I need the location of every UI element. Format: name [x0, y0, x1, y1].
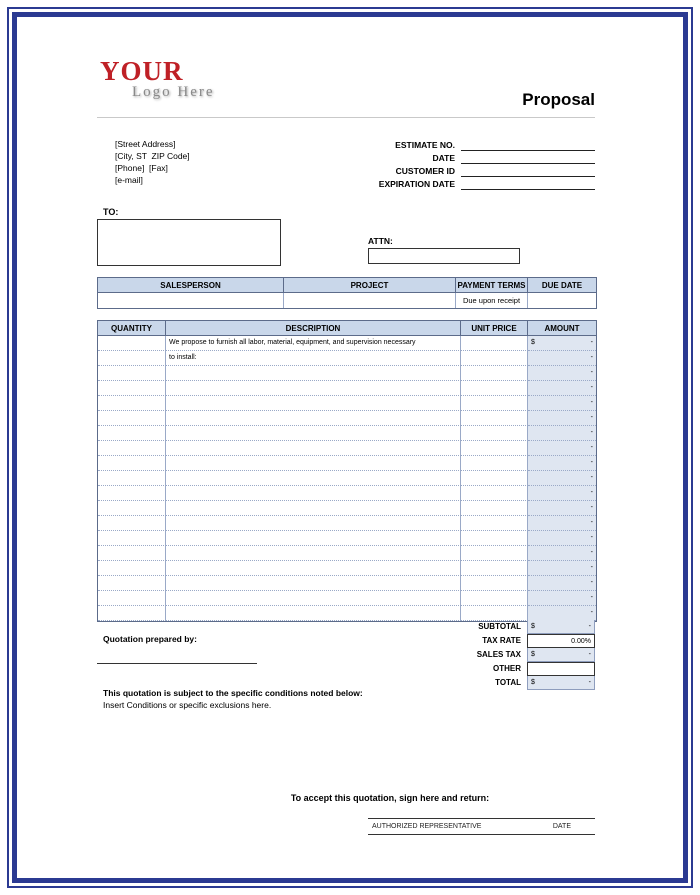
total-row	[350, 620, 595, 634]
item-row	[98, 411, 596, 426]
item-unit-price-cell[interactable]	[461, 411, 528, 426]
item-amount-cell	[528, 561, 596, 576]
item-row	[98, 396, 596, 411]
total-row	[350, 662, 595, 676]
item-quantity-cell[interactable]	[98, 546, 166, 561]
prepared-by-label: Quotation prepared by:	[103, 634, 197, 644]
item-amount-cell	[528, 411, 596, 426]
estimate-meta-value-line[interactable]	[461, 153, 595, 164]
sales-info-header-row	[98, 278, 596, 293]
item-description-cell[interactable]: We propose to furnish all labor, material, equipment, and supervision necessary	[166, 336, 461, 351]
item-amount-cell	[528, 396, 596, 411]
sales-info-body-row	[98, 293, 596, 308]
item-description-cell[interactable]	[166, 606, 461, 621]
item-amount-cell	[528, 516, 596, 531]
total-value-cell[interactable]	[527, 676, 595, 690]
to-label: TO:	[103, 207, 119, 217]
total-value: 0.00%	[571, 638, 591, 645]
item-row	[98, 336, 596, 351]
estimate-meta-block	[300, 138, 595, 190]
amount-value: -	[590, 414, 593, 421]
item-quantity-cell[interactable]	[98, 516, 166, 531]
item-unit-price-cell[interactable]	[461, 486, 528, 501]
item-quantity-cell[interactable]	[98, 411, 166, 426]
total-label: OTHER	[493, 664, 521, 673]
item-quantity-cell[interactable]	[98, 501, 166, 516]
item-amount-cell	[528, 606, 596, 621]
total-value-cell[interactable]	[527, 662, 595, 676]
amount-value: -	[590, 444, 593, 451]
item-unit-price-cell[interactable]	[461, 351, 528, 366]
logo-text-primary: YOUR	[100, 56, 184, 86]
amount-value: -	[590, 354, 593, 361]
total-label: TOTAL	[495, 678, 521, 687]
item-unit-price-cell[interactable]	[461, 606, 528, 621]
totals-block	[350, 620, 595, 690]
header-project: PROJECT	[284, 278, 456, 293]
item-description-cell[interactable]	[166, 441, 461, 456]
item-amount-cell	[528, 441, 596, 456]
item-unit-price-cell[interactable]	[461, 366, 528, 381]
amount-value: -	[590, 429, 593, 436]
item-amount-cell	[528, 591, 596, 606]
estimate-meta-row	[300, 151, 595, 164]
item-unit-price-cell[interactable]	[461, 471, 528, 486]
header-description: DESCRIPTION	[166, 321, 461, 336]
item-description-cell[interactable]	[166, 381, 461, 396]
estimate-meta-row	[300, 164, 595, 177]
item-quantity-cell[interactable]	[98, 561, 166, 576]
amount-value: -	[590, 399, 593, 406]
estimate-meta-value-line[interactable]	[461, 166, 595, 177]
item-amount-cell	[528, 351, 596, 366]
item-amount-cell	[528, 336, 596, 351]
item-row	[98, 366, 596, 381]
item-row	[98, 426, 596, 441]
item-description-cell[interactable]	[166, 471, 461, 486]
item-amount-cell	[528, 546, 596, 561]
item-unit-price-cell[interactable]	[461, 426, 528, 441]
item-quantity-cell[interactable]	[98, 441, 166, 456]
item-amount-cell	[528, 501, 596, 516]
header-payment-terms: PAYMENT TERMS	[456, 278, 528, 293]
estimate-meta-label: CUSTOMER ID	[395, 166, 455, 176]
line-items-table	[97, 320, 597, 622]
item-description-cell[interactable]	[166, 516, 461, 531]
logo-text-secondary: Logo Here	[132, 84, 215, 100]
item-description-cell[interactable]	[166, 426, 461, 441]
item-description-cell[interactable]	[166, 531, 461, 546]
item-row	[98, 351, 596, 366]
item-row	[98, 561, 596, 576]
item-unit-price-cell[interactable]	[461, 516, 528, 531]
item-quantity-cell[interactable]	[98, 576, 166, 591]
item-quantity-cell[interactable]	[98, 456, 166, 471]
header-unit-price: UNIT PRICE	[461, 321, 528, 336]
items-body	[98, 336, 596, 621]
amount-value: -	[590, 459, 593, 466]
item-amount-cell	[528, 576, 596, 591]
acceptance-instruction: To accept this quotation, sign here and return:	[290, 793, 490, 803]
item-amount-cell	[528, 426, 596, 441]
item-row	[98, 441, 596, 456]
signature-block[interactable]	[368, 818, 595, 835]
item-unit-price-cell[interactable]	[461, 336, 528, 351]
item-quantity-cell[interactable]	[98, 486, 166, 501]
company-logo	[100, 56, 215, 101]
to-address-box[interactable]	[97, 219, 281, 266]
item-amount-cell	[528, 456, 596, 471]
item-row	[98, 606, 596, 621]
item-description-cell[interactable]	[166, 411, 461, 426]
amount-value: -	[590, 564, 593, 571]
estimate-meta-row	[300, 138, 595, 151]
item-description-cell[interactable]	[166, 486, 461, 501]
estimate-meta-row	[300, 177, 595, 190]
item-unit-price-cell[interactable]	[461, 396, 528, 411]
item-row	[98, 576, 596, 591]
amount-value: -	[590, 474, 593, 481]
salesperson-cell[interactable]	[98, 293, 284, 308]
item-row	[98, 591, 596, 606]
amount-value: -	[590, 504, 593, 511]
item-description-cell[interactable]	[166, 501, 461, 516]
attn-input-box[interactable]	[368, 248, 520, 264]
item-unit-price-cell[interactable]	[461, 501, 528, 516]
item-row	[98, 471, 596, 486]
estimate-meta-label: EXPIRATION DATE	[378, 179, 455, 189]
item-description-cell[interactable]	[166, 396, 461, 411]
item-unit-price-cell[interactable]	[461, 531, 528, 546]
total-label: SALES TAX	[476, 650, 521, 659]
item-quantity-cell[interactable]	[98, 471, 166, 486]
item-row	[98, 531, 596, 546]
item-amount-cell	[528, 366, 596, 381]
item-quantity-cell[interactable]	[98, 426, 166, 441]
item-description-cell[interactable]	[166, 561, 461, 576]
project-cell[interactable]	[284, 293, 456, 308]
item-row	[98, 501, 596, 516]
item-description-cell[interactable]	[166, 546, 461, 561]
item-unit-price-cell[interactable]	[461, 456, 528, 471]
company-address-line: [e-mail]	[115, 175, 143, 185]
item-quantity-cell[interactable]	[98, 351, 166, 366]
currency-symbol: $	[531, 651, 535, 658]
amount-value: -	[590, 489, 593, 496]
conditions-placeholder[interactable]: Insert Conditions or specific exclusions here.	[103, 700, 272, 710]
estimate-meta-label: ESTIMATE NO.	[395, 140, 455, 150]
amount-value: -	[590, 579, 593, 586]
header-amount: AMOUNT	[528, 321, 596, 336]
item-unit-price-cell[interactable]	[461, 576, 528, 591]
total-value: -	[588, 623, 591, 630]
due-date-cell[interactable]	[528, 293, 596, 308]
amount-value: -	[590, 609, 593, 616]
total-label: TAX RATE	[482, 636, 521, 645]
authorized-representative-label: AUTHORIZED REPRESENTATIVE	[372, 823, 482, 830]
attn-label: ATTN:	[368, 236, 393, 246]
total-value-cell[interactable]	[527, 620, 595, 634]
total-value-cell[interactable]	[527, 648, 595, 662]
header-salesperson: SALESPERSON	[98, 278, 284, 293]
amount-value: -	[590, 594, 593, 601]
sales-info-table	[97, 277, 597, 309]
item-description-cell[interactable]	[166, 576, 461, 591]
total-value-cell[interactable]	[527, 634, 595, 648]
amount-value: -	[590, 339, 593, 346]
company-address-line: [Phone] [Fax]	[115, 163, 168, 173]
item-quantity-cell[interactable]	[98, 336, 166, 351]
currency-symbol: $	[531, 623, 535, 630]
prepared-by-signature-line[interactable]	[97, 648, 257, 664]
item-unit-price-cell[interactable]	[461, 546, 528, 561]
amount-value: -	[590, 519, 593, 526]
item-quantity-cell[interactable]	[98, 396, 166, 411]
conditions-heading: This quotation is subject to the specific conditions noted below:	[103, 688, 363, 698]
item-description-cell[interactable]	[166, 456, 461, 471]
total-value: -	[588, 679, 591, 686]
total-row	[350, 648, 595, 662]
estimate-meta-value-line[interactable]	[461, 140, 595, 151]
item-quantity-cell[interactable]	[98, 606, 166, 621]
item-row	[98, 546, 596, 561]
company-address-block	[115, 138, 190, 186]
item-unit-price-cell[interactable]	[461, 591, 528, 606]
estimate-meta-value-line[interactable]	[461, 179, 595, 190]
item-quantity-cell[interactable]	[98, 381, 166, 396]
item-row	[98, 486, 596, 501]
header-divider	[97, 117, 595, 118]
company-address-line: [Street Address]	[115, 139, 176, 149]
date-label: DATE	[552, 823, 571, 830]
amount-value: -	[590, 534, 593, 541]
item-amount-cell	[528, 531, 596, 546]
currency-symbol: $	[531, 679, 535, 686]
currency-symbol: $	[531, 339, 535, 346]
company-address-line: [City, ST ZIP Code]	[115, 151, 190, 161]
item-unit-price-cell[interactable]	[461, 441, 528, 456]
item-row	[98, 456, 596, 471]
line-items-header-row	[98, 321, 596, 336]
item-quantity-cell[interactable]	[98, 366, 166, 381]
total-label: SUBTOTAL	[478, 622, 521, 631]
item-amount-cell	[528, 486, 596, 501]
document-title: Proposal	[522, 90, 595, 109]
total-row	[350, 634, 595, 648]
item-unit-price-cell[interactable]	[461, 561, 528, 576]
header-due-date: DUE DATE	[528, 278, 596, 293]
item-unit-price-cell[interactable]	[461, 381, 528, 396]
amount-value: -	[590, 549, 593, 556]
payment-terms-cell[interactable]: Due upon receipt	[456, 293, 528, 308]
amount-value: -	[590, 384, 593, 391]
item-row	[98, 381, 596, 396]
total-value: -	[588, 651, 591, 658]
estimate-meta-label: DATE	[432, 153, 455, 163]
header-quantity: QUANTITY	[98, 321, 166, 336]
item-description-cell[interactable]	[166, 591, 461, 606]
total-row	[350, 676, 595, 690]
amount-value: -	[590, 369, 593, 376]
item-amount-cell	[528, 381, 596, 396]
item-description-cell[interactable]	[166, 366, 461, 381]
item-description-cell[interactable]: to install:	[166, 351, 461, 366]
item-quantity-cell[interactable]	[98, 591, 166, 606]
item-row	[98, 516, 596, 531]
item-quantity-cell[interactable]	[98, 531, 166, 546]
item-amount-cell	[528, 471, 596, 486]
